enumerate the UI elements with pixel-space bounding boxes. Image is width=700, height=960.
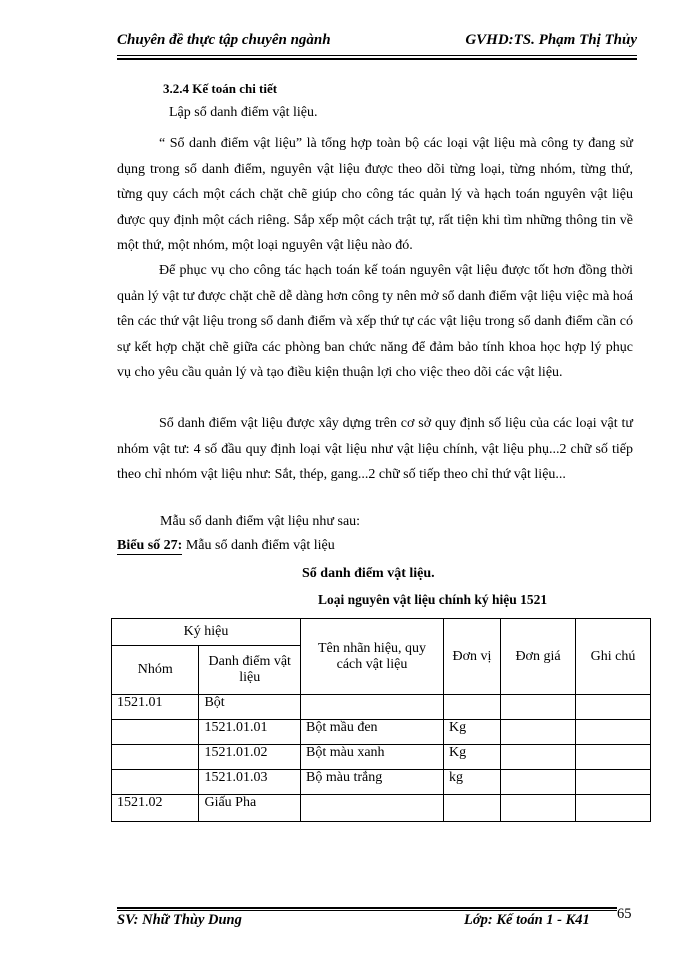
figure-caption [117,538,335,554]
cell-nhom [112,770,199,795]
cell-nhom: 1521.01 [112,695,199,720]
cell-danhdiem: Giấu Pha [199,795,301,822]
cell-ten: Bột mầu đen [301,720,444,745]
header-kyhieu: Ký hiệu [112,619,301,646]
table-row [112,745,651,770]
table-row [112,795,651,822]
cell-donvi [444,695,501,720]
intro-line: Lập sổ danh điểm vật liệu. [169,105,318,120]
caption-text: Mẫu sổ danh điểm vật liệu [182,538,335,553]
header-donvi: Đơn vị [444,619,501,695]
cell-ten [301,795,444,822]
cell-donvi: kg [444,770,501,795]
cell-ghichu [576,745,651,770]
cell-donvi [444,795,501,822]
cell-donvi: Kg [444,720,501,745]
table-title: Sổ danh điểm vật liệu. [302,566,435,581]
paragraph-1: “ Sổ danh điểm vật liệu” là tổng hợp toàn bộ các loại vật liệu mà công ty đang sử dụng trong sổ danh điểm, nguyên vật liệu được theo dõi từng loại, từng nhóm, từng thứ, từng quy cách một cách chặt chẽ giúp cho công tác quản lý và hạch toán nguyên vật liệu được quy định một cách riêng. Sắp xếp một cách trật tự, rất tiện khi tìm những thông tin về một thứ, một nhóm, một loại nguyên vật liệu nào đó. [117,136,633,254]
cell-dongia [501,770,576,795]
caption-label: Biểu số 27: [117,538,183,553]
cell-dongia [501,795,576,822]
cell-dongia [501,720,576,745]
page-header [117,30,637,54]
cell-ghichu [576,795,651,822]
paragraph-3: Sổ danh điểm vật liệu được xây dựng trên cơ sở quy định số liệu của các loại vật tư nhóm vật tư: 4 số đầu quy định loại vật liệu như vật liệu chính, vật liệu phụ...2 chữ số tiếp theo chỉ nhóm vật liệu như: Sắt, thép, gang...2 chữ số tiếp theo chỉ thứ vật liệu... [117,416,633,483]
cell-dongia [501,745,576,770]
footer-rule-thick [117,907,617,909]
cell-ten: Bộ màu trắng [301,770,444,795]
table-subtitle: Loại nguyên vật liệu chính ký hiệu 1521 [318,592,548,607]
header-danhdiem: Danh điểm vật liệu [199,646,301,695]
sample-intro: Mẫu sổ danh điểm vật liệu như sau: [160,514,361,529]
table-header-row [112,619,651,646]
cell-danhdiem: Bột [199,695,301,720]
header-title: Chuyên đề thực tập chuyên ngành [117,32,331,48]
cell-ghichu [576,770,651,795]
cell-ten: Bột màu xanh [301,745,444,770]
cell-danhdiem: 1521.01.03 [199,770,301,795]
paragraph-2: Để phục vụ cho công tác hạch toán kế toán nguyên vật liệu được tốt hơn đồng thời quản lý vật tư được chặt chẽ dễ dàng hơn công ty nên mở sổ danh điểm vật liệu việc mà hoá tên các thứ vật liệu trong sổ danh điểm và xếp thứ tự các vật liệu trong sổ danh điểm cần có sự kết hợp chặt chẽ giữa các phòng ban chức năng để đảm bảo tính khoa học hợp lý phục vụ cho yêu cầu quản lý và tạo điều kiện thuận lợi cho việc theo dõi các vật liệu. [117,263,633,381]
header-ten: Tên nhãn hiệu, quy cách vật liệu [301,619,444,695]
cell-dongia [501,695,576,720]
header-rule-thick [117,58,637,60]
header-rule [117,55,637,56]
header-supervisor: GVHD:TS. Phạm Thị Thủy [465,32,637,48]
cell-nhom: 1521.02 [112,795,199,822]
footer-student: SV: Nhữ Thùy Dung [117,912,242,928]
header-nhom: Nhóm [112,646,199,695]
cell-ghichu [576,720,651,745]
header-dongia: Đơn giá [501,619,576,695]
footer-rule [117,910,617,911]
header-ghichu: Ghi chú [576,619,651,695]
cell-nhom [112,745,199,770]
cell-danhdiem: 1521.01.01 [199,720,301,745]
cell-danhdiem: 1521.01.02 [199,745,301,770]
page-number: 65 [617,906,632,922]
cell-ghichu [576,695,651,720]
cell-nhom [112,720,199,745]
cell-donvi: Kg [444,745,501,770]
material-catalog-table [111,618,651,822]
table-row [112,720,651,745]
cell-ten [301,695,444,720]
table-row [112,695,651,720]
footer-class: Lớp: Kế toán 1 - K41 [464,912,590,928]
table-row [112,770,651,795]
section-heading: 3.2.4 Kế toán chi tiết [163,81,278,96]
